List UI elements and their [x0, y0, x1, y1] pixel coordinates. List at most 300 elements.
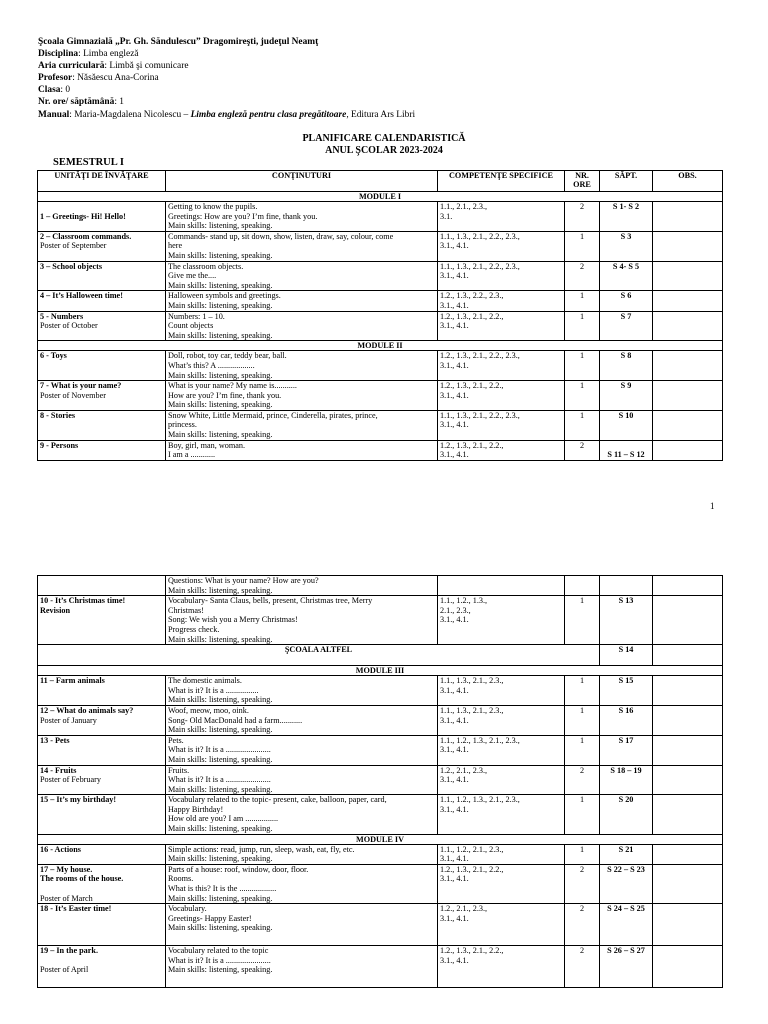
cell-line: 14 - Fruits	[40, 765, 77, 775]
week-cell: S 7	[600, 311, 653, 341]
cell-line: Christmas!	[168, 605, 204, 615]
content-cell	[166, 381, 438, 411]
hours-cell: 2	[565, 440, 600, 460]
table-row	[38, 676, 723, 706]
obs-cell	[653, 676, 723, 706]
obs-cell	[653, 765, 723, 795]
module-heading: MODULE II	[38, 341, 723, 351]
week-cell: S 6	[600, 291, 653, 311]
cell-line: 3.1., 4.1.	[440, 775, 469, 785]
cell-line: What is it? It is a ................	[168, 685, 259, 695]
cell-line: 3.1., 4.1.	[440, 715, 469, 725]
cell-line: 1.1., 1.2., 2.1., 2.3.,	[440, 844, 504, 854]
competence-cell	[438, 576, 565, 596]
table-row	[38, 311, 723, 341]
cell-line: 16 - Actions	[40, 844, 81, 854]
cell-line: 1.1., 1.2., 1.3., 2.1., 2.3.,	[440, 795, 520, 805]
cell-line: 1.2., 2.1., 2.3.,	[440, 904, 488, 914]
obs-cell	[653, 946, 723, 988]
obs-cell	[653, 261, 723, 291]
cell-line: Poster of October	[40, 321, 98, 331]
table-row	[38, 946, 723, 988]
module-row	[38, 834, 723, 844]
week-cell: S 22 – S 23	[600, 864, 653, 903]
table-row	[38, 765, 723, 795]
unit-cell	[38, 202, 166, 232]
cell-line: 11 – Farm animals	[40, 676, 105, 686]
cell-line: Progress check.	[168, 624, 220, 634]
cell-line: How old are you? I am ................	[168, 814, 279, 824]
week-cell	[600, 576, 653, 596]
cell-line	[40, 956, 163, 966]
cell-line: 3.1., 4.1.	[440, 420, 469, 430]
table-row	[38, 440, 723, 460]
cell-line: Vocabulary related to the topic- present, cake, balloon, paper, card,	[168, 795, 387, 805]
competence-cell	[438, 844, 565, 864]
cell-line: Main skills: listening, speaking.	[168, 370, 273, 380]
hours-cell: 1	[565, 410, 600, 440]
table-row	[38, 351, 723, 381]
module-heading: MODULE I	[38, 192, 723, 202]
cell-line: 1.2., 2.1., 2.3.,	[440, 765, 488, 775]
cell-line: 1.1., 1.2., 1.3.,	[440, 596, 488, 606]
unit-cell	[38, 596, 166, 645]
cell-line: Rooms.	[168, 874, 194, 884]
unit-cell	[38, 676, 166, 706]
table-row	[38, 904, 723, 946]
cell-line: The rooms of the house.	[40, 874, 124, 884]
module-heading: MODULE IV	[38, 834, 723, 844]
cell-line: 3 – School objects	[40, 261, 103, 271]
week-cell: S 14	[600, 645, 653, 666]
hours-cell: 1	[565, 735, 600, 765]
hours-cell: 1	[565, 381, 600, 411]
school-name: Şcoala Gimnazială „Pr. Gh. Săndulescu” Dragomireşti, judeţul Neamţ	[38, 37, 319, 47]
week-cell: S 8	[600, 351, 653, 381]
unit-cell	[38, 410, 166, 440]
hours-cell: 2	[565, 904, 600, 946]
cell-line: Poster of April	[40, 965, 89, 975]
competence-cell	[438, 735, 565, 765]
cell-line: 13 - Pets	[40, 735, 70, 745]
cell-line: 3.1., 4.1.	[440, 745, 469, 755]
cell-line: What’s this? A ..................	[168, 360, 255, 370]
week-cell: S 13	[600, 596, 653, 645]
cell-line: Main skills: listening, speaking.	[168, 430, 273, 440]
cell-line: 7 - What is your name?	[40, 381, 122, 391]
obs-cell	[653, 844, 723, 864]
obs-cell	[653, 864, 723, 903]
cell-line: Main skills: listening, speaking.	[168, 250, 273, 260]
hours-cell: 2	[565, 946, 600, 988]
content-cell	[166, 676, 438, 706]
cell-line: 1.2., 1.3., 2.1., 2.2., 2.3.,	[440, 351, 520, 361]
module-row	[38, 341, 723, 351]
cell-line: Main skills: listening, speaking.	[168, 923, 273, 933]
unit-cell	[38, 735, 166, 765]
cell-line: What is your name? My name is...........	[168, 381, 297, 391]
school-year-title: ANUL ŞCOLAR 2023-2024	[325, 145, 443, 156]
content-cell	[166, 440, 438, 460]
cell-line: 3.1., 4.1.	[440, 271, 469, 281]
school-altfel-label: ŞCOALA ALTFEL	[38, 645, 600, 666]
cell-line: Getting to know the pupils.	[168, 202, 258, 211]
competence-cell	[438, 596, 565, 645]
curricular-area-line: Aria curriculară: Limbă şi comunicare	[38, 61, 189, 72]
teacher-line: Profesor: Năsăescu Ana-Corina	[38, 73, 159, 84]
unit-cell	[38, 795, 166, 834]
cell-line: 1.1., 1.3., 2.1., 2.2., 2.3.,	[440, 231, 520, 241]
cell-line: Main skills: listening, speaking.	[168, 634, 273, 644]
cell-line: Vocabulary related to the topic	[168, 946, 269, 956]
cell-line: Song: We wish you a Merry Christmas!	[168, 615, 298, 625]
cell-line: What is it? It is a ......................	[168, 775, 271, 785]
hours-cell: 1	[565, 596, 600, 645]
obs-cell	[653, 705, 723, 735]
competence-cell	[438, 904, 565, 946]
module-row	[38, 666, 723, 676]
content-cell	[166, 576, 438, 596]
cell-line: 4 – It’s Halloween time!	[40, 291, 123, 301]
cell-line: Boy, girl, man, woman.	[168, 440, 246, 450]
cell-line: Poster of February	[40, 775, 101, 785]
cell-line: 1.2., 1.3., 2.1., 2.2.,	[440, 381, 504, 391]
school-altfel-row	[38, 645, 723, 666]
cell-line: 12 – What do animals say?	[40, 705, 134, 715]
cell-line: Vocabulary.	[168, 904, 207, 914]
obs-cell	[653, 202, 723, 232]
content-cell	[166, 705, 438, 735]
cell-line: Greetings- Happy Easter!	[168, 913, 252, 923]
column-header: CONŢINUTURI	[166, 171, 438, 192]
cell-line: 1.2., 1.3., 2.1., 2.2.,	[440, 311, 504, 321]
cell-line: Count objects	[168, 321, 214, 331]
cell-line: 1 – Greetings- Hi! Hello!	[40, 211, 126, 221]
cell-line: Commands- stand up, sit down, show, listen, draw, say, colour, come	[168, 231, 394, 241]
cell-line	[440, 576, 562, 586]
competence-cell	[438, 946, 565, 988]
week-cell: S 16	[600, 705, 653, 735]
cell-line: 3.1., 4.1.	[440, 241, 469, 251]
content-cell	[166, 231, 438, 261]
cell-line: Questions: What is your name? How are you?	[168, 576, 319, 585]
hours-cell: 1	[565, 351, 600, 381]
planning-table	[37, 170, 723, 461]
hours-cell: 1	[565, 795, 600, 834]
cell-line	[40, 884, 163, 894]
week-cell: S 15	[600, 676, 653, 706]
table-row	[38, 596, 723, 645]
unit-cell	[38, 291, 166, 311]
content-cell	[166, 311, 438, 341]
hours-cell: 2	[565, 261, 600, 291]
cell-line: Main skills: listening, speaking.	[168, 784, 273, 794]
table-row	[38, 381, 723, 411]
cell-line: 3.1., 4.1.	[440, 874, 469, 884]
manual-line: Manual: Maria-Magdalena Nicolescu – Limba engleză pentru clasa pregătitoare, Editura Ars Libri	[38, 109, 416, 120]
table-row	[38, 844, 723, 864]
competence-cell	[438, 231, 565, 261]
cell-line: here	[168, 241, 183, 251]
column-header: OBS.	[653, 171, 723, 192]
obs-cell	[653, 645, 723, 666]
competence-cell	[438, 676, 565, 706]
obs-cell	[653, 576, 723, 596]
cell-line: 1.1., 1.3., 2.1., 2.3.,	[440, 705, 504, 715]
cell-line: 1.1., 1.3., 2.1., 2.2., 2.3.,	[440, 261, 520, 271]
table-row	[38, 291, 723, 311]
content-cell	[166, 410, 438, 440]
cell-line: 3.1., 4.1.	[440, 804, 469, 814]
competence-cell	[438, 311, 565, 341]
cell-line: Poster of March	[40, 893, 93, 903]
unit-cell	[38, 351, 166, 381]
obs-cell	[653, 381, 723, 411]
week-cell: S 18 – 19	[600, 765, 653, 795]
class-line: Clasa: 0	[38, 85, 71, 96]
hours-cell: 2	[565, 765, 600, 795]
cell-line: 3.1., 4.1.	[440, 615, 469, 625]
unit-cell	[38, 440, 166, 460]
competence-cell	[438, 864, 565, 903]
cell-line: Doll, robot, toy car, teddy bear, ball.	[168, 351, 287, 361]
cell-line: Main skills: listening, speaking.	[168, 400, 273, 410]
hours-cell: 1	[565, 231, 600, 261]
cell-line: 3.1., 4.1.	[440, 955, 469, 965]
cell-line: 17 – My house.	[40, 864, 93, 874]
content-cell	[166, 202, 438, 232]
semester-label: SEMESTRUL I	[53, 157, 124, 168]
table-row	[38, 410, 723, 440]
cell-line: 3.1.	[440, 211, 453, 221]
obs-cell	[653, 440, 723, 460]
cell-line: 1.2., 1.3., 2.2., 2.3.,	[440, 291, 504, 301]
page-number: 1	[710, 501, 715, 511]
week-cell: S 24 – S 25	[600, 904, 653, 946]
cell-line: 1.1., 1.3., 2.1., 2.3.,	[440, 676, 504, 686]
cell-line: What is it? It is a ......................	[168, 955, 271, 965]
cell-line: 3.1., 4.1.	[440, 854, 469, 864]
cell-line: 3.1., 4.1.	[440, 450, 469, 460]
week-cell: S 21	[600, 844, 653, 864]
module-row	[38, 192, 723, 202]
cell-line: Poster of September	[40, 241, 107, 251]
content-cell	[166, 351, 438, 381]
cell-line: Simple actions: read, jump, run, sleep, wash, eat, fly, etc.	[168, 844, 355, 854]
unit-cell	[38, 844, 166, 864]
table-row	[38, 202, 723, 232]
module-heading: MODULE III	[38, 666, 723, 676]
cell-line: princess.	[168, 420, 197, 430]
cell-line: Poster of January	[40, 715, 97, 725]
cell-line: 15 – It’s my birthday!	[40, 795, 117, 805]
unit-cell	[38, 705, 166, 735]
page-title: PLANIFICARE CALENDARISTICĂ	[302, 133, 466, 144]
content-cell	[166, 844, 438, 864]
table-row	[38, 576, 723, 596]
obs-cell	[653, 410, 723, 440]
competence-cell	[438, 410, 565, 440]
cell-line: 10 - It’s Christmas time!	[40, 596, 126, 606]
cell-line: 1.1., 1.2., 1.3., 2.1., 2.3.,	[440, 735, 520, 745]
cell-line: 19 – In the park.	[40, 946, 99, 956]
content-cell	[166, 946, 438, 988]
cell-line: 1.2., 1.3., 2.1., 2.2.,	[440, 946, 504, 956]
unit-cell	[38, 261, 166, 291]
table-row	[38, 705, 723, 735]
competence-cell	[438, 291, 565, 311]
content-cell	[166, 765, 438, 795]
week-cell: S 4- S 5	[600, 261, 653, 291]
unit-cell	[38, 946, 166, 988]
unit-cell	[38, 231, 166, 261]
cell-line: Greetings: How are you? I’m fine, thank you.	[168, 211, 318, 221]
competence-cell	[438, 765, 565, 795]
cell-line: 5 - Numbers	[40, 311, 84, 321]
table-row	[38, 261, 723, 291]
content-cell	[166, 795, 438, 834]
cell-line: Snow White, Little Mermaid, prince, Cinderella, pirates, prince,	[168, 410, 378, 420]
cell-line: I am a ............	[168, 450, 216, 460]
hours-cell: 1	[565, 705, 600, 735]
competence-cell	[438, 440, 565, 460]
cell-line: Numbers: 1 – 10.	[168, 311, 225, 321]
unit-cell	[38, 311, 166, 341]
cell-line: 6 - Toys	[40, 351, 67, 361]
week-cell: S 26 – S 27	[600, 946, 653, 988]
page-gap	[0, 540, 768, 562]
week-cell: S 3	[600, 231, 653, 261]
cell-line: 3.1., 4.1.	[440, 360, 469, 370]
column-header: SĂPT.	[600, 171, 653, 192]
unit-cell	[38, 864, 166, 903]
cell-line: Main skills: listening, speaking.	[168, 893, 273, 903]
week-cell: S 9	[600, 381, 653, 411]
cell-line: What is this? It is the ..................	[168, 884, 277, 894]
cell-line: Main skills: listening, speaking.	[168, 695, 273, 705]
document-header	[38, 36, 415, 121]
week-cell: S 11 – S 12	[600, 440, 653, 460]
hours-cell	[565, 576, 600, 596]
cell-line: Main skills: listening, speaking.	[168, 280, 273, 290]
obs-cell	[653, 735, 723, 765]
cell-line: 2 – Classroom commands.	[40, 231, 132, 241]
cell-line: Pets.	[168, 735, 184, 745]
cell-line: Happy Birthday!	[168, 804, 224, 814]
cell-line: Main skills: listening, speaking.	[168, 725, 273, 735]
document-page-2	[0, 570, 768, 1024]
cell-line: 8 - Stories	[40, 410, 76, 420]
hours-per-week-line: Nr. ore/ săptămână: 1	[38, 97, 124, 108]
unit-cell	[38, 765, 166, 795]
obs-cell	[653, 351, 723, 381]
cell-line: 3.1., 4.1.	[440, 300, 469, 310]
competence-cell	[438, 705, 565, 735]
content-cell	[166, 596, 438, 645]
cell-line: Main skills: listening, speaking.	[168, 300, 273, 310]
cell-line: Revision	[40, 605, 71, 615]
obs-cell	[653, 596, 723, 645]
hours-cell: 2	[565, 864, 600, 903]
cell-line: 1.2., 1.3., 2.1., 2.2.,	[440, 864, 504, 874]
cell-line: Woof, meow, moo, oink.	[168, 705, 249, 715]
cell-line: 9 - Persons	[40, 440, 79, 450]
hours-cell: 1	[565, 311, 600, 341]
column-header: NR. ORE	[565, 171, 600, 192]
obs-cell	[653, 311, 723, 341]
cell-line: How are you? I’m fine, thank you.	[168, 390, 282, 400]
cell-line: 3.1., 4.1.	[440, 913, 469, 923]
cell-line: Poster of November	[40, 390, 106, 400]
content-cell	[166, 735, 438, 765]
cell-line: 2.1., 2.3.,	[440, 605, 471, 615]
competence-cell	[438, 381, 565, 411]
cell-line: Give me the....	[168, 271, 217, 281]
cell-line: Fruits.	[168, 765, 190, 775]
cell-line: 3.1., 4.1.	[440, 390, 469, 400]
cell-line: 1.1., 1.3., 2.1., 2.2., 2.3.,	[440, 410, 520, 420]
table-row	[38, 864, 723, 903]
cell-line: Song- Old MacDonald had a farm...........	[168, 715, 303, 725]
unit-cell	[38, 576, 166, 596]
cell-line: 1.2., 1.3., 2.1., 2.2.,	[440, 440, 504, 450]
cell-line: The domestic animals.	[168, 676, 242, 686]
table-row	[38, 735, 723, 765]
week-cell: S 17	[600, 735, 653, 765]
obs-cell	[653, 904, 723, 946]
competence-cell	[438, 261, 565, 291]
planning-table-continued	[37, 575, 723, 988]
column-header: COMPETENŢE SPECIFICE	[438, 171, 565, 192]
cell-line: Main skills: listening, speaking.	[168, 330, 273, 340]
cell-line: 1.1., 2.1., 2.3.,	[440, 202, 488, 211]
cell-line: Main skills: listening, speaking.	[168, 754, 273, 764]
cell-line: Halloween symbols and greetings.	[168, 291, 281, 301]
hours-cell: 1	[565, 291, 600, 311]
cell-line: Parts of a house: roof, window, door, floor.	[168, 864, 309, 874]
table-row	[38, 231, 723, 261]
week-cell: S 10	[600, 410, 653, 440]
cell-line: Main skills: listening, speaking.	[168, 221, 273, 231]
cell-line: 3.1., 4.1.	[440, 321, 469, 331]
cell-line: Main skills: listening, speaking.	[168, 585, 273, 595]
column-header: UNITĂŢI DE ÎNVĂŢARE	[38, 171, 166, 192]
competence-cell	[438, 351, 565, 381]
obs-cell	[653, 231, 723, 261]
cell-line: 18 - It’s Easter time!	[40, 904, 112, 914]
table-row	[38, 795, 723, 834]
week-cell: S 20	[600, 795, 653, 834]
table-header-row	[38, 171, 723, 192]
content-cell	[166, 864, 438, 903]
discipline-line: Disciplina: Limba engleză	[38, 49, 139, 60]
week-cell: S 1- S 2	[600, 202, 653, 232]
obs-cell	[653, 291, 723, 311]
hours-cell: 1	[565, 844, 600, 864]
cell-line: Main skills: listening, speaking.	[168, 854, 273, 864]
cell-line: The classroom objects.	[168, 261, 244, 271]
cell-line: 3.1., 4.1.	[440, 685, 469, 695]
unit-cell	[38, 381, 166, 411]
competence-cell	[438, 202, 565, 232]
cell-line	[40, 576, 163, 586]
content-cell	[166, 904, 438, 946]
content-cell	[166, 291, 438, 311]
hours-cell: 2	[565, 202, 600, 232]
cell-line: Vocabulary- Santa Claus, bells, present, Christmas tree, Merry	[168, 596, 373, 606]
competence-cell	[438, 795, 565, 834]
cell-line: Main skills: listening, speaking.	[168, 965, 273, 975]
